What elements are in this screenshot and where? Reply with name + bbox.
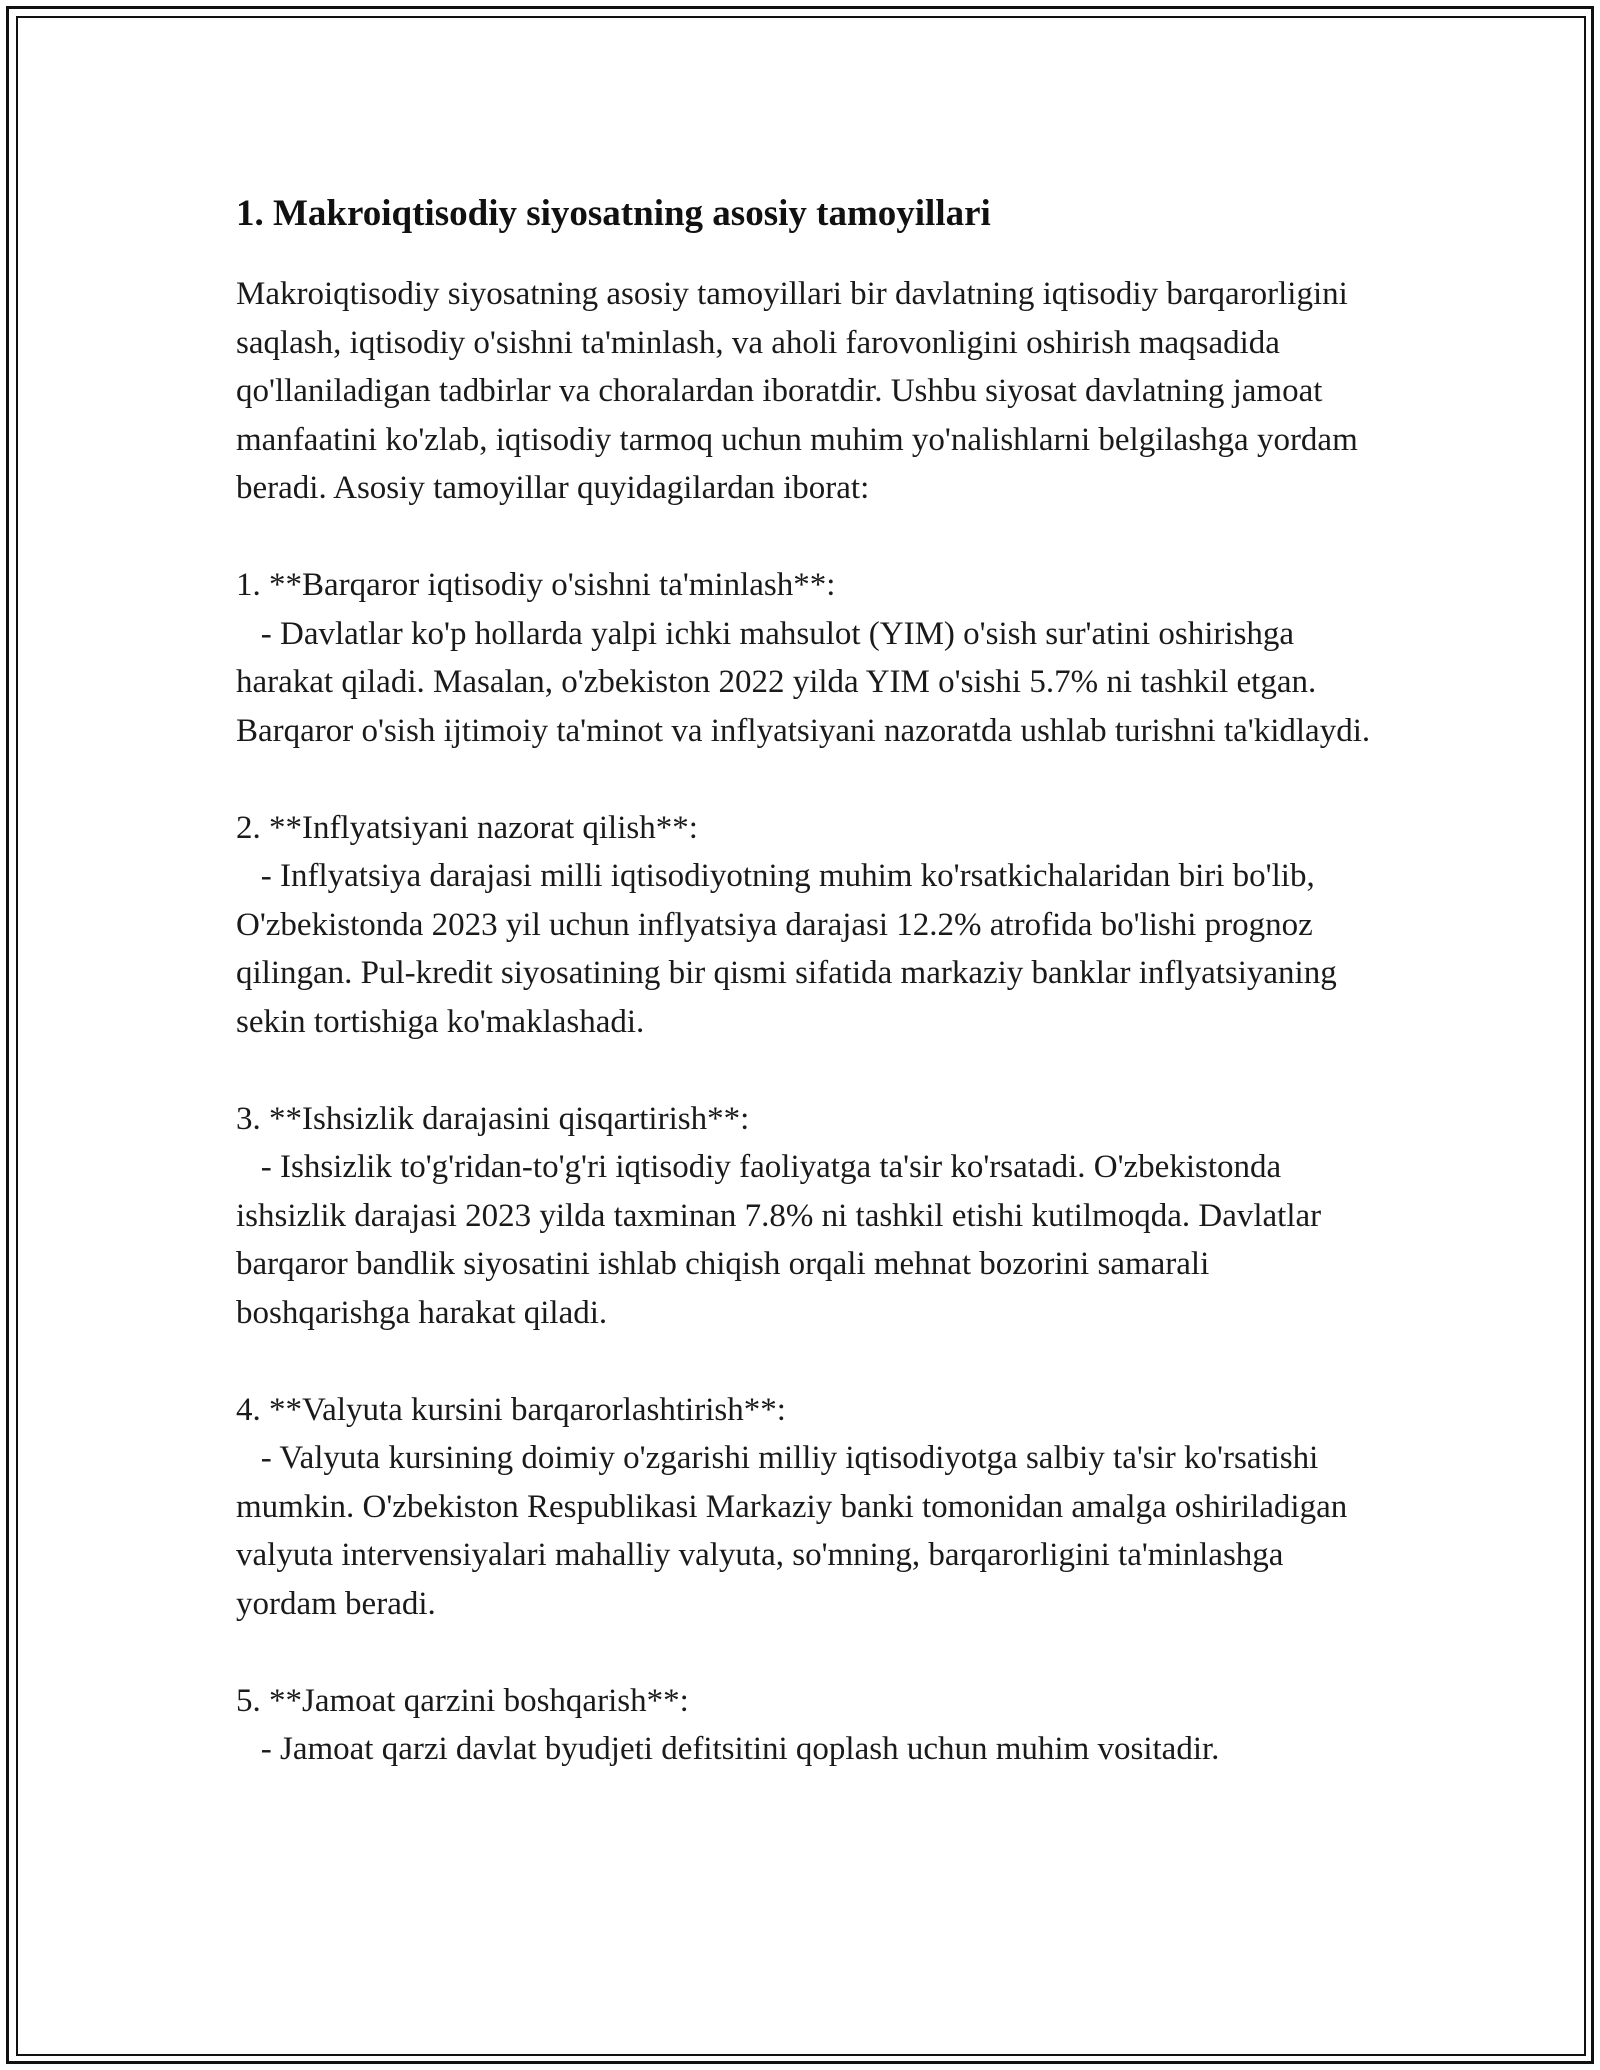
paragraph-gap	[236, 513, 1376, 562]
principle-5-body: - Jamoat qarzi davlat byudjeti defitsitini qoplash uchun muhim vositadir.	[236, 1731, 1220, 1767]
document-body	[236, 188, 1376, 1774]
paragraph-gap	[236, 1337, 1376, 1386]
principle-5-heading: 5. **Jamoat qarzini boshqarish**:	[236, 1682, 689, 1719]
principle-3-body: - Ishsizlik to'g'ridan-to'g'ri iqtisodiy faoliyatga ta'sir ko'rsatadi. O'zbekistonda ishsizlik darajasi 2023 yilda taxminan 7.8% ni tashkil etishi kutilmoqda. Davlatlar barqaror bandlik siyosatini ishlab chiqish orqali mehnat bozorini samarali boshqarishga harakat qiladi.	[236, 1149, 1330, 1331]
paragraph-gap	[236, 1046, 1376, 1095]
principle-4-heading: 4. **Valyuta kursini barqarorlashtirish**:	[236, 1391, 786, 1428]
principle-4-body: - Valyuta kursining doimiy o'zgarishi milliy iqtisodiyotga salbiy ta'sir ko'rsatishi mumkin. O'zbekiston Respublikasi Markaziy banki tomonidan amalga oshiriladigan valyuta intervensiyalari mahalliy valyuta, so'mning, barqarorligini ta'minlashga yordam beradi.	[236, 1440, 1356, 1622]
paragraph-gap	[236, 1628, 1376, 1677]
document-title: 1. Makroiqtisodiy siyosatning asosiy tamoyillari	[236, 193, 991, 234]
paragraph-gap	[236, 755, 1376, 804]
principle-1-body: - Davlatlar ko'p hollarda yalpi ichki mahsulot (YIM) o'sish sur'atini oshirishga harakat qiladi. Masalan, o'zbekiston 2022 yilda YIM o'sishi 5.7% ni tashkil etgan. Barqaror o'sish ijtimoiy ta'minot va inflyatsiyani nazoratda ushlab turishni ta'kidlaydi.	[236, 615, 1371, 749]
principle-2-heading: 2. **Inflyatsiyani nazorat qilish**:	[236, 809, 698, 846]
principle-1-heading: 1. **Barqaror iqtisodiy o'sishni ta'minlash**:	[236, 567, 836, 603]
principle-2-body: - Inflyatsiya darajasi milli iqtisodiyotning muhim ko'rsatkichalaridan biri bo'lib, O'zbekistonda 2023 yil uchun inflyatsiya darajasi 12.2% atrofida bo'lishi prognoz qilingan. Pul-kredit siyosatining bir qismi sifatida markaziy banklar inflyatsiyaning sekin tortishiga ko'maklashadi.	[236, 858, 1345, 1040]
principle-3-heading: 3. **Ishsizlik darajasini qisqartirish**:	[236, 1100, 750, 1137]
intro-paragraph: Makroiqtisodiy siyosatning asosiy tamoyillari bir davlatning iqtisodiy barqarorligini saqlash, iqtisodiy o'sishni ta'minlash, va aholi farovonligini oshirish maqsadida qo'llaniladigan tadbirlar va choralardan iboratdir. Ushbu siyosat davlatning jamoat manfaatini ko'zlab, iqtisodiy tarmoq uchun muhim yo'nalishlarni belgilashga yordam beradi. Asosiy tamoyillar quyidagilardan iborat:	[236, 276, 1366, 506]
